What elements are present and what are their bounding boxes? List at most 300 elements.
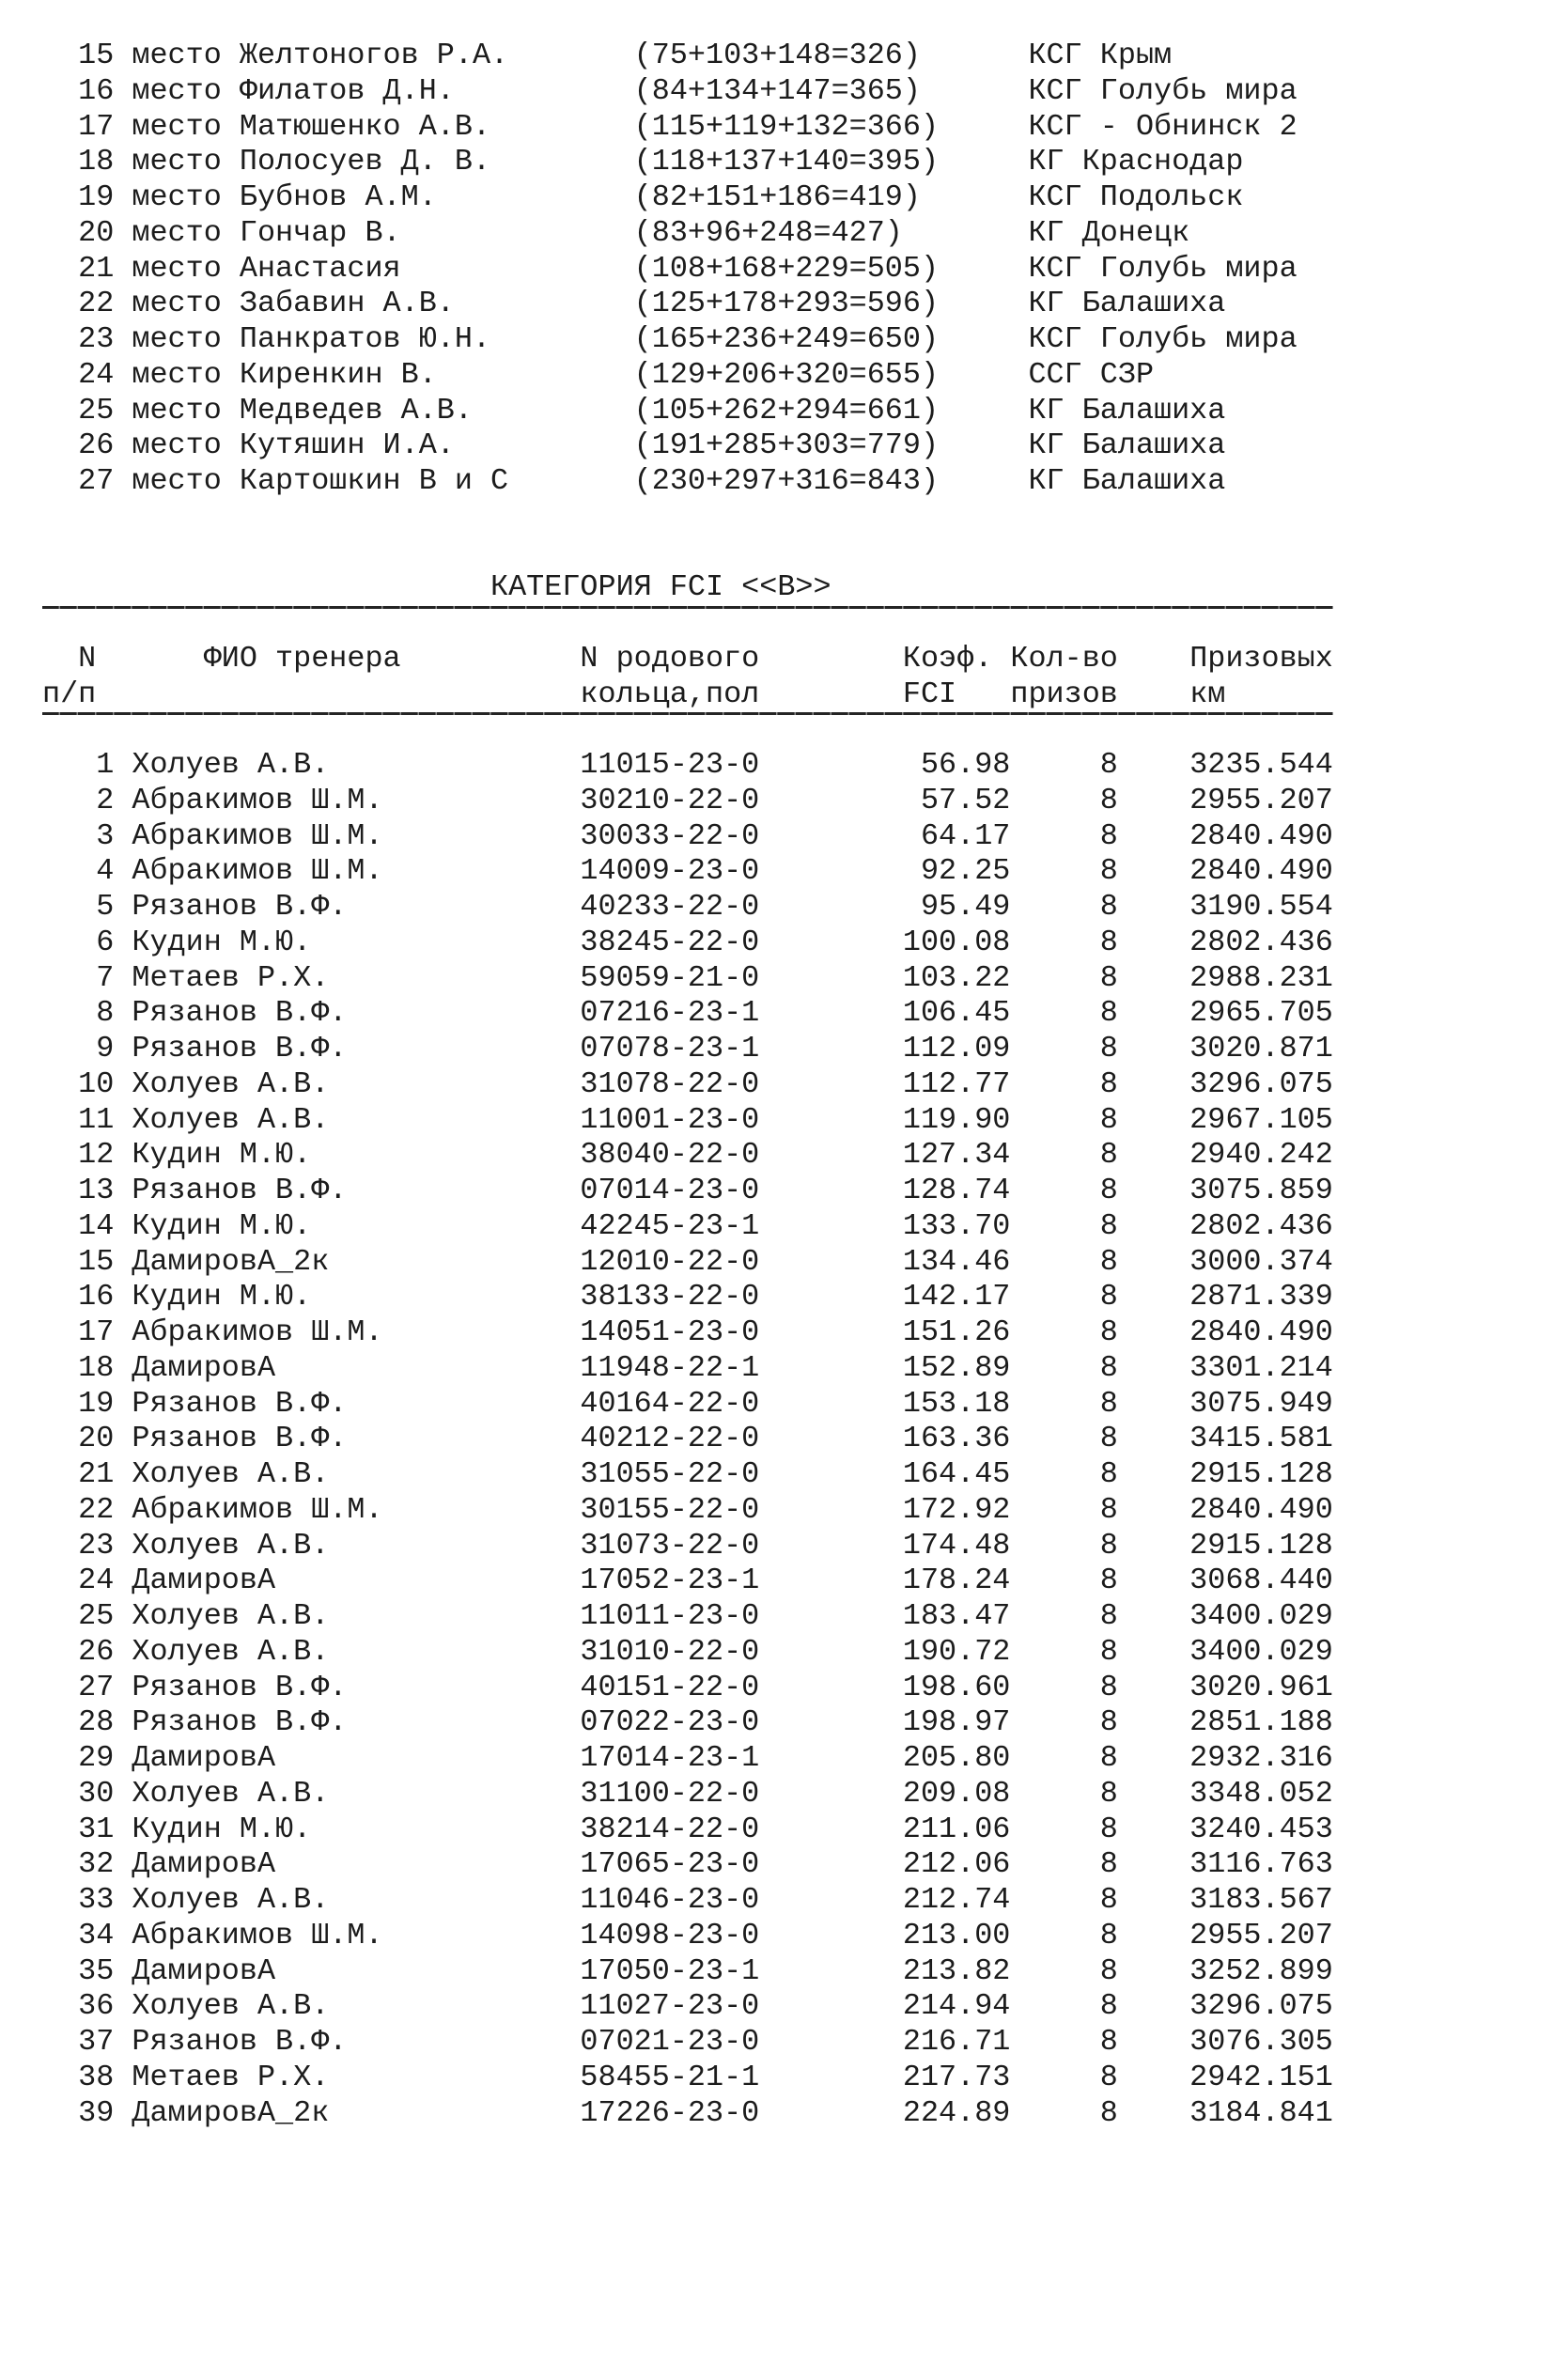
prizes-cell: 8 [1099,1705,1118,1740]
participant-name: Анастасия [239,251,401,286]
table-row [0,2096,1554,2132]
table-row [0,1493,1554,1529]
col-prizes-header: Кол-во [1010,641,1118,676]
trainer-cell: Кудин М.Ю. [132,1280,312,1314]
col-km-header: Призовых [1189,641,1333,676]
km-cell: 3183.567 [1189,1883,1333,1917]
place-number: 21 [78,251,115,286]
table-row [0,1067,1554,1103]
prizes-cell: 8 [1099,1066,1118,1101]
place-word: место [132,464,222,498]
table-row [0,1280,1554,1315]
prizes-cell: 8 [1099,1244,1118,1279]
km-cell: 3116.763 [1189,1847,1333,1882]
coef-cell: 209.08 [902,1776,1011,1811]
coef-cell: 174.48 [902,1528,1011,1563]
table-row [0,1315,1554,1351]
place-number: 16 [78,73,115,108]
trainer-cell: Кудин М.Ю. [132,1138,312,1173]
table-row [0,926,1554,961]
table-row [0,1563,1554,1599]
km-cell: 2802.436 [1189,1208,1333,1243]
row-number-cell: 22 [78,1492,115,1527]
ring-cell: 38040-22-0 [580,1138,760,1173]
standings-row [0,287,1554,322]
table-row [0,1209,1554,1245]
ring-cell: 17226-23-0 [580,2095,760,2130]
participant-name: Матюшенко А.В. [239,109,491,144]
km-cell: 2851.188 [1189,1705,1333,1740]
col-number-header: N [78,641,97,676]
trainer-cell: Метаев Р.Х. [132,2060,330,2094]
trainer-cell: Абракимов Ш.М. [132,854,383,889]
table-row [0,1989,1554,2025]
ring-cell: 07216-23-1 [580,996,760,1031]
ring-cell: 31055-22-0 [580,1457,760,1491]
coef-cell: 56.98 [920,748,1011,782]
prizes-cell: 8 [1099,1670,1118,1704]
trainer-cell: Кудин М.Ю. [132,925,312,959]
row-number-cell: 20 [78,1422,115,1456]
prizes-cell: 8 [1099,1528,1118,1563]
trainer-cell: Рязанов В.Ф. [132,996,348,1031]
row-number-cell: 26 [78,1634,115,1669]
table-rule-top [0,606,1554,642]
trainer-cell: ДамировА [132,1847,276,1882]
prizes-cell: 8 [1099,890,1118,924]
table-row [0,1599,1554,1635]
prizes-cell: 8 [1099,1315,1118,1349]
coef-cell: 205.80 [902,1741,1011,1775]
participant-name: Желтоногов Р.А. [239,39,509,72]
ring-cell: 31073-22-0 [580,1528,760,1563]
club-name: КГ Балашиха [1028,287,1226,321]
km-cell: 3000.374 [1189,1244,1333,1279]
coef-cell: 217.73 [902,2060,1011,2094]
prizes-cell: 8 [1099,1457,1118,1491]
place-number: 22 [78,287,115,321]
trainer-cell: Рязанов В.Ф. [132,1386,348,1421]
km-cell: 2967.105 [1189,1102,1333,1137]
coef-cell: 112.09 [902,1032,1011,1066]
prizes-cell: 8 [1099,1741,1118,1775]
row-number-cell: 25 [78,1599,115,1633]
ring-cell: 14051-23-0 [580,1315,760,1349]
stage-scores: (83+96+248=427) [633,215,903,250]
trainer-cell: ДамировА [132,1563,276,1598]
table-row [0,854,1554,890]
table-row [0,1351,1554,1387]
coef-cell: 100.08 [902,925,1011,959]
row-number-cell: 37 [78,2025,115,2059]
stage-scores: (105+262+294=661) [633,393,940,428]
row-number-cell: 2 [96,783,115,817]
prizes-cell: 8 [1099,1032,1118,1066]
row-number-cell: 24 [78,1563,115,1598]
row-number-cell: 9 [96,1032,115,1066]
prizes-cell: 8 [1099,1563,1118,1598]
table-row [0,819,1554,855]
trainer-cell: ДамировА [132,1953,276,1988]
table-row [0,1777,1554,1812]
prizes-cell: 8 [1099,854,1118,889]
table-row [0,1103,1554,1139]
table-row [0,1812,1554,1848]
prizes-cell: 8 [1099,1847,1118,1882]
participant-name: Бубнов А.М. [239,180,437,214]
club-name: КГ Балашиха [1028,464,1226,498]
table-row [0,2061,1554,2096]
km-cell: 3068.440 [1189,1563,1333,1598]
trainer-cell: Метаев Р.Х. [132,960,330,995]
ring-cell: 07014-23-0 [580,1174,760,1207]
table-row [0,1032,1554,1067]
km-cell: 3075.949 [1189,1386,1333,1421]
trainer-cell: Абракимов Ш.М. [132,783,383,817]
trainer-cell: Рязанов В.Ф. [132,1670,348,1704]
table-row [0,1245,1554,1281]
trainer-cell: Холуев А.В. [132,1634,330,1669]
club-name: КСГ Голубь мира [1028,73,1298,108]
row-number-cell: 39 [78,2095,115,2130]
prizes-cell: 8 [1099,2095,1118,2130]
table-row [0,961,1554,997]
table-header-row-2 [0,677,1554,713]
coef-cell: 214.94 [902,1989,1011,2024]
ring-cell: 07022-23-0 [580,1705,760,1740]
col-km-header-sub: км [1189,677,1226,711]
km-cell: 3235.544 [1189,748,1333,782]
coef-cell: 133.70 [902,1208,1011,1243]
table-header-row-1 [0,642,1554,677]
coef-cell: 212.74 [902,1883,1011,1917]
place-word: место [132,322,222,356]
coef-cell: 151.26 [902,1315,1011,1349]
table-row [0,890,1554,926]
ring-cell: 40164-22-0 [580,1386,760,1421]
place-word: место [132,428,222,463]
row-number-cell: 35 [78,1953,115,1988]
trainer-cell: Холуев А.В. [132,1599,330,1633]
trainer-cell: Кудин М.Ю. [132,1208,312,1243]
ring-cell: 38245-22-0 [580,925,760,959]
row-number-cell: 17 [78,1315,115,1349]
row-number-cell: 31 [78,1812,115,1846]
place-number: 26 [78,428,115,463]
coef-cell: 112.77 [902,1066,1011,1101]
ring-cell: 30210-22-0 [580,783,760,817]
row-number-cell: 29 [78,1741,115,1775]
place-word: место [132,180,222,214]
horizontal-rule [42,712,1333,715]
standings-row [0,145,1554,180]
coef-cell: 198.60 [902,1670,1011,1704]
participant-name: Киренкин В. [239,357,437,392]
standings-row [0,358,1554,394]
category-table-body [0,748,1554,2131]
coef-cell: 211.06 [902,1812,1011,1846]
ring-cell: 11027-23-0 [580,1989,760,2024]
prizes-cell: 8 [1099,1883,1118,1917]
prizes-cell: 8 [1099,2025,1118,2059]
coef-cell: 57.52 [920,783,1011,817]
stage-scores: (125+178+293=596) [633,287,940,321]
km-cell: 3076.305 [1189,2025,1333,2059]
prizes-cell: 8 [1099,1634,1118,1669]
km-cell: 3184.841 [1189,2095,1333,2130]
table-row [0,1705,1554,1741]
km-cell: 2965.705 [1189,996,1333,1031]
table-row [0,784,1554,819]
participant-name: Кутяшин И.А. [239,428,455,463]
prizes-cell: 8 [1099,1102,1118,1137]
ring-cell: 58455-21-1 [580,2060,760,2094]
ring-cell: 40151-22-0 [580,1670,760,1704]
trainer-cell: Абракимов Ш.М. [132,818,383,853]
row-number-cell: 7 [96,960,115,995]
ring-cell: 07078-23-1 [580,1032,760,1066]
ring-cell: 17065-23-0 [580,1847,760,1882]
coef-cell: 64.17 [920,818,1011,853]
prizes-cell: 8 [1099,783,1118,817]
ring-cell: 30033-22-0 [580,818,760,853]
row-number-cell: 27 [78,1670,115,1704]
stage-scores: (191+285+303=779) [633,428,940,463]
ring-cell: 30155-22-0 [580,1492,760,1527]
coef-cell: 142.17 [902,1280,1011,1314]
col-ring-header: N родового [580,641,760,676]
trainer-cell: Рязанов В.Ф. [132,1174,348,1207]
standings-row [0,39,1554,74]
trainer-cell: ДамировА [132,1741,276,1775]
club-name: КГ Краснодар [1028,145,1244,179]
place-word: место [132,145,222,179]
coef-cell: 178.24 [902,1563,1011,1598]
trainer-cell: Холуев А.В. [132,1528,330,1563]
prizes-cell: 8 [1099,2060,1118,2094]
table-row [0,1919,1554,1954]
ring-cell: 59059-21-0 [580,960,760,995]
standings-row [0,428,1554,464]
table-row [0,996,1554,1032]
participant-name: Гончар В. [239,215,401,250]
coef-cell: 95.49 [920,890,1011,924]
col-ring-header-sub: кольца,пол [580,677,760,711]
ring-cell: 11011-23-0 [580,1599,760,1633]
participant-name: Картошкин В и С [239,464,509,498]
ring-cell: 17050-23-1 [580,1953,760,1988]
trainer-cell: Абракимов Ш.М. [132,1492,383,1527]
table-row [0,1138,1554,1174]
table-rule-bottom [0,712,1554,748]
stage-scores: (118+137+140=395) [633,145,940,179]
ring-cell: 40212-22-0 [580,1422,760,1456]
col-prizes-header-sub: призов [1010,677,1118,711]
prizes-cell: 8 [1099,1599,1118,1633]
stage-scores: (75+103+148=326) [633,39,921,72]
row-number-cell: 16 [78,1280,115,1314]
prizes-cell: 8 [1099,1989,1118,2024]
coef-cell: 164.45 [902,1457,1011,1491]
stage-scores: (230+297+316=843) [633,464,940,498]
row-number-cell: 13 [78,1174,115,1207]
place-word: место [132,393,222,428]
stage-scores: (108+168+229=505) [633,251,940,286]
club-name: КГ Балашиха [1028,428,1226,463]
ring-cell: 14098-23-0 [580,1918,760,1952]
standings-row [0,180,1554,216]
participant-name: Филатов Д.Н. [239,73,455,108]
table-row [0,1422,1554,1457]
trainer-cell: Холуев А.В. [132,1883,330,1917]
km-cell: 3415.581 [1189,1422,1333,1456]
prizes-cell: 8 [1099,748,1118,782]
standings-list [0,39,1554,500]
km-cell: 3301.214 [1189,1350,1333,1385]
col-trainer-header: ФИО тренера [203,641,401,676]
prizes-cell: 8 [1099,1776,1118,1811]
row-number-cell: 19 [78,1386,115,1421]
coef-cell: 183.47 [902,1599,1011,1633]
row-number-cell: 8 [96,996,115,1031]
coef-cell: 103.22 [902,960,1011,995]
row-number-cell: 11 [78,1102,115,1137]
prizes-cell: 8 [1099,1350,1118,1385]
row-number-cell: 33 [78,1883,115,1917]
trainer-cell: Рязанов В.Ф. [132,1422,348,1456]
prizes-cell: 8 [1099,1386,1118,1421]
ring-cell: 14009-23-0 [580,854,760,889]
coef-cell: 212.06 [902,1847,1011,1882]
prizes-cell: 8 [1099,1138,1118,1173]
table-row [0,1174,1554,1209]
row-number-cell: 6 [96,925,115,959]
ring-cell: 07021-23-0 [580,2025,760,2059]
place-word: место [132,357,222,392]
coef-cell: 119.90 [902,1102,1011,1137]
club-name: ССГ СЗР [1028,357,1155,392]
category-title: КАТЕГОРИЯ FCI <<B>> [490,570,831,605]
km-cell: 2955.207 [1189,783,1333,817]
stage-scores: (129+206+320=655) [633,357,940,392]
ring-cell: 31100-22-0 [580,1776,760,1811]
table-row [0,1883,1554,1919]
row-number-cell: 38 [78,2060,115,2094]
row-number-cell: 18 [78,1350,115,1385]
table-row [0,1671,1554,1706]
coef-cell: 92.25 [920,854,1011,889]
row-number-cell: 14 [78,1208,115,1243]
standings-row [0,74,1554,110]
participant-name: Забавин А.В. [239,287,455,321]
row-number-cell: 30 [78,1776,115,1811]
ring-cell: 31078-22-0 [580,1066,760,1101]
place-number: 20 [78,215,115,250]
place-word: место [132,73,222,108]
stage-scores: (165+236+249=650) [633,322,940,356]
club-name: КСГ Подольск [1028,180,1244,214]
coef-cell: 213.82 [902,1953,1011,1988]
table-row [0,748,1554,784]
km-cell: 2942.151 [1189,2060,1333,2094]
coef-cell: 106.45 [902,996,1011,1031]
standings-row [0,252,1554,288]
prizes-cell: 8 [1099,1208,1118,1243]
trainer-cell: Рязанов В.Ф. [132,1705,348,1740]
table-row [0,1457,1554,1493]
place-number: 17 [78,109,115,144]
km-cell: 2802.436 [1189,925,1333,959]
club-name: КГ Балашиха [1028,393,1226,428]
km-cell: 2940.242 [1189,1138,1333,1173]
place-number: 25 [78,393,115,428]
ring-cell: 17014-23-1 [580,1741,760,1775]
table-row [0,1954,1554,1990]
km-cell: 2915.128 [1189,1528,1333,1563]
row-number-cell: 10 [78,1066,115,1101]
km-cell: 2915.128 [1189,1457,1333,1491]
participant-name: Медведев А.В. [239,393,473,428]
participant-name: Панкратов Ю.Н. [239,322,491,356]
trainer-cell: Рязанов В.Ф. [132,1032,348,1066]
km-cell: 2955.207 [1189,1918,1333,1952]
row-number-cell: 3 [96,818,115,853]
participant-name: Полосуев Д. В. [239,145,491,179]
place-word: место [132,215,222,250]
standings-row [0,464,1554,500]
spacer-line [0,536,1554,571]
km-cell: 2840.490 [1189,818,1333,853]
row-number-cell: 23 [78,1528,115,1563]
km-cell: 3296.075 [1189,1066,1333,1101]
place-number: 23 [78,322,115,356]
coef-cell: 198.97 [902,1705,1011,1740]
coef-cell: 213.00 [902,1918,1011,1952]
km-cell: 3296.075 [1189,1989,1333,2024]
place-number: 27 [78,464,115,498]
standings-row [0,110,1554,146]
club-name: КСГ Голубь мира [1028,251,1298,286]
table-row [0,1529,1554,1564]
trainer-cell: Абракимов Ш.М. [132,1918,383,1952]
place-number: 18 [78,145,115,179]
stage-scores: (84+134+147=365) [633,73,921,108]
row-number-cell: 34 [78,1918,115,1952]
ring-cell: 17052-23-1 [580,1563,760,1598]
row-number-cell: 5 [96,890,115,924]
trainer-cell: ДамировА [132,1350,276,1385]
standings-row [0,216,1554,252]
club-name: КСГ - Обнинск 2 [1028,109,1298,144]
place-number: 19 [78,180,115,214]
ring-cell: 11046-23-0 [580,1883,760,1917]
km-cell: 3252.899 [1189,1953,1333,1988]
standings-row [0,322,1554,358]
prizes-cell: 8 [1099,1422,1118,1456]
row-number-cell: 1 [96,748,115,782]
category-title-line [0,570,1554,606]
prizes-cell: 8 [1099,818,1118,853]
ring-cell: 38133-22-0 [580,1280,760,1314]
stage-scores: (82+151+186=419) [633,180,921,214]
ring-cell: 40233-22-0 [580,890,760,924]
trainer-cell: Холуев А.В. [132,1457,330,1491]
trainer-cell: Рязанов В.Ф. [132,2025,348,2059]
coef-cell: 224.89 [902,2095,1011,2130]
km-cell: 3020.961 [1189,1670,1333,1704]
place-word: место [132,287,222,321]
row-number-cell: 15 [78,1244,115,1279]
